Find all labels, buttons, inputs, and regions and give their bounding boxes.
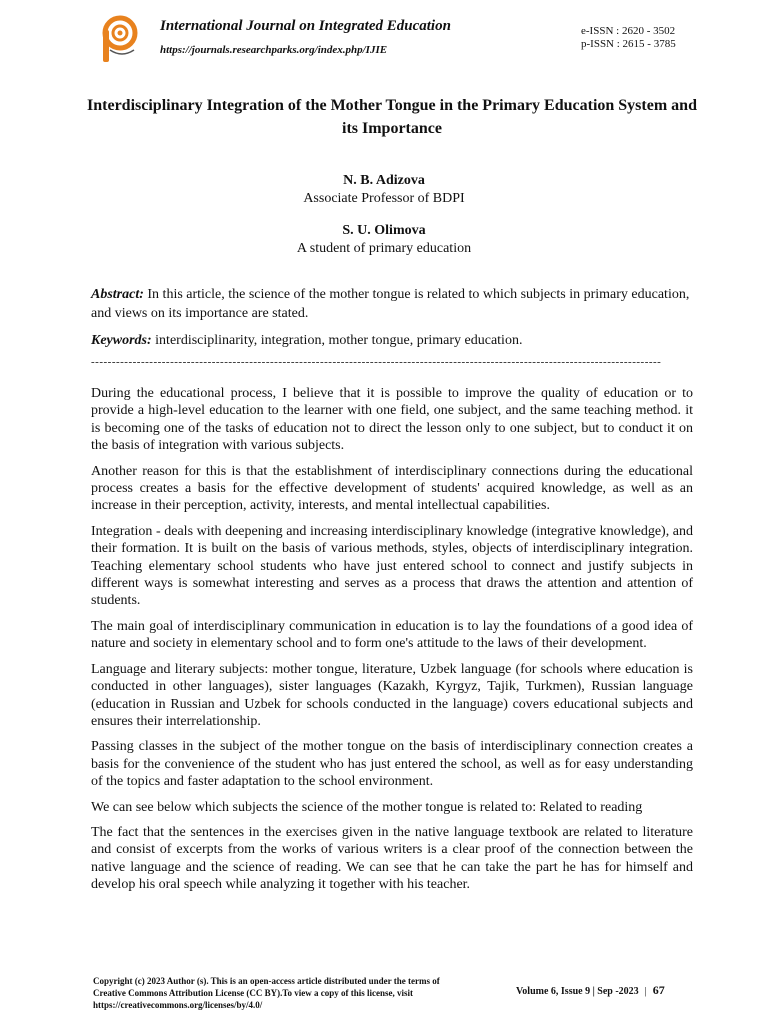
body-paragraph: Passing classes in the subject of the mother tongue on the basis of interdisciplinary connection creates a basis for the convenience of the student who has just entered the school, as well as for easy understanding of the topics and faster adaptation to the school environment. (91, 739, 693, 790)
body-paragraph: Integration - deals with deepening and increasing interdisciplinary knowledge (integrative knowledge), and their formation. It is built on the basis of various methods, styles, objects of interdisciplinary integration. Teaching elementary school students who have just entered school to connect and justify subjects in different ways is somewhat interesting and serves as a process that draws the attention and attention of students. (91, 523, 693, 609)
page-header (0, 0, 768, 70)
body-paragraph: Another reason for this is that the establishment of interdisciplinary connections during the educational process creates a basis for the effective development of students' acquired knowledge, as well as an increase in their perception, activity, interests, and mental intellectual capabilities. (91, 463, 693, 514)
volume-info (516, 983, 665, 998)
body-paragraph: We can see below which subjects the science of the mother tongue is related to: Related to reading (91, 799, 643, 815)
article-body (91, 385, 693, 902)
body-paragraph: Language and literary subjects: mother tongue, literature, Uzbek language (for schools where education is conducted in other languages), sister languages (Kazakh, Kyrgyz, Tajik, Turkmen), Russian language (education in Russian and Uzbek for schools conducted in the language) covers educational subjects and ensures their interrelationship. (91, 661, 693, 729)
author-name: S. U. Olimova (342, 223, 426, 238)
volume-issue: Volume 6, Issue 9 | Sep -2023 (516, 986, 639, 997)
body-paragraph: During the educational process, I believe that it is possible to improve the quality of education or to provide a high-level education to the learner with one field, one subject, and the same teaching method. it is becoming one of the tasks of education not to direct the lesson only to one subject, but to conduct it on the basis of integration with various subjects. (91, 386, 693, 454)
journal-logo-icon (96, 14, 142, 64)
keywords (91, 331, 693, 350)
page-footer (0, 975, 768, 1015)
abstract (91, 285, 693, 323)
keywords-text: interdisciplinarity, integration, mother tongue, primary education. (151, 333, 523, 348)
page-number: 67 (652, 983, 665, 997)
issn-block (581, 25, 676, 51)
abstract-label: Abstract: (91, 287, 144, 302)
keywords-label: Keywords: (91, 333, 152, 348)
author-affiliation: A student of primary education (296, 241, 472, 256)
article-title: Interdisciplinary Integration of the Mother Tongue in the Primary Education System and its Importance (87, 97, 697, 137)
journal-url[interactable]: https://journals.researchparks.org/index.php/IJIE (160, 44, 388, 56)
author-block (0, 172, 768, 208)
p-issn: p-ISSN : 2615 - 3785 (581, 38, 676, 50)
copyright-notice: Copyright (c) 2023 Author (s). This is an open-access article distributed under the terms of Creative Commons Attribution License (CC BY).To view a copy of this license, visit https://creativecommons.org/licenses/by/4.0/ (93, 976, 440, 1010)
section-divider: ----------------------------------------------------------------------------------------------------------------------------------------- (91, 356, 662, 368)
e-issn: e-ISSN : 2620 - 3502 (581, 25, 676, 37)
author-affiliation: Associate Professor of BDPI (303, 191, 465, 206)
body-paragraph: The fact that the sentences in the exercises given in the native language textbook are related to literature and consist of excerpts from the works of various writers is a clear proof of the connection between the native language and the science of reading. We can see that he can take the part he has for himself and develop his oral speech while analyzing it together with his teacher. (91, 824, 693, 893)
author-name: N. B. Adizova (343, 173, 425, 188)
author-block (0, 222, 768, 258)
footer-separator: | (644, 986, 647, 997)
abstract-text: In this article, the science of the mother tongue is related to which subjects in primary education, and views on its importance are stated. (91, 287, 690, 321)
body-paragraph: The main goal of interdisciplinary communication in education is to lay the foundations of a good idea of nature and society in elementary school and to form one's attitude to the laws of their development. (91, 618, 693, 652)
journal-name: International Journal on Integrated Education (160, 18, 451, 34)
